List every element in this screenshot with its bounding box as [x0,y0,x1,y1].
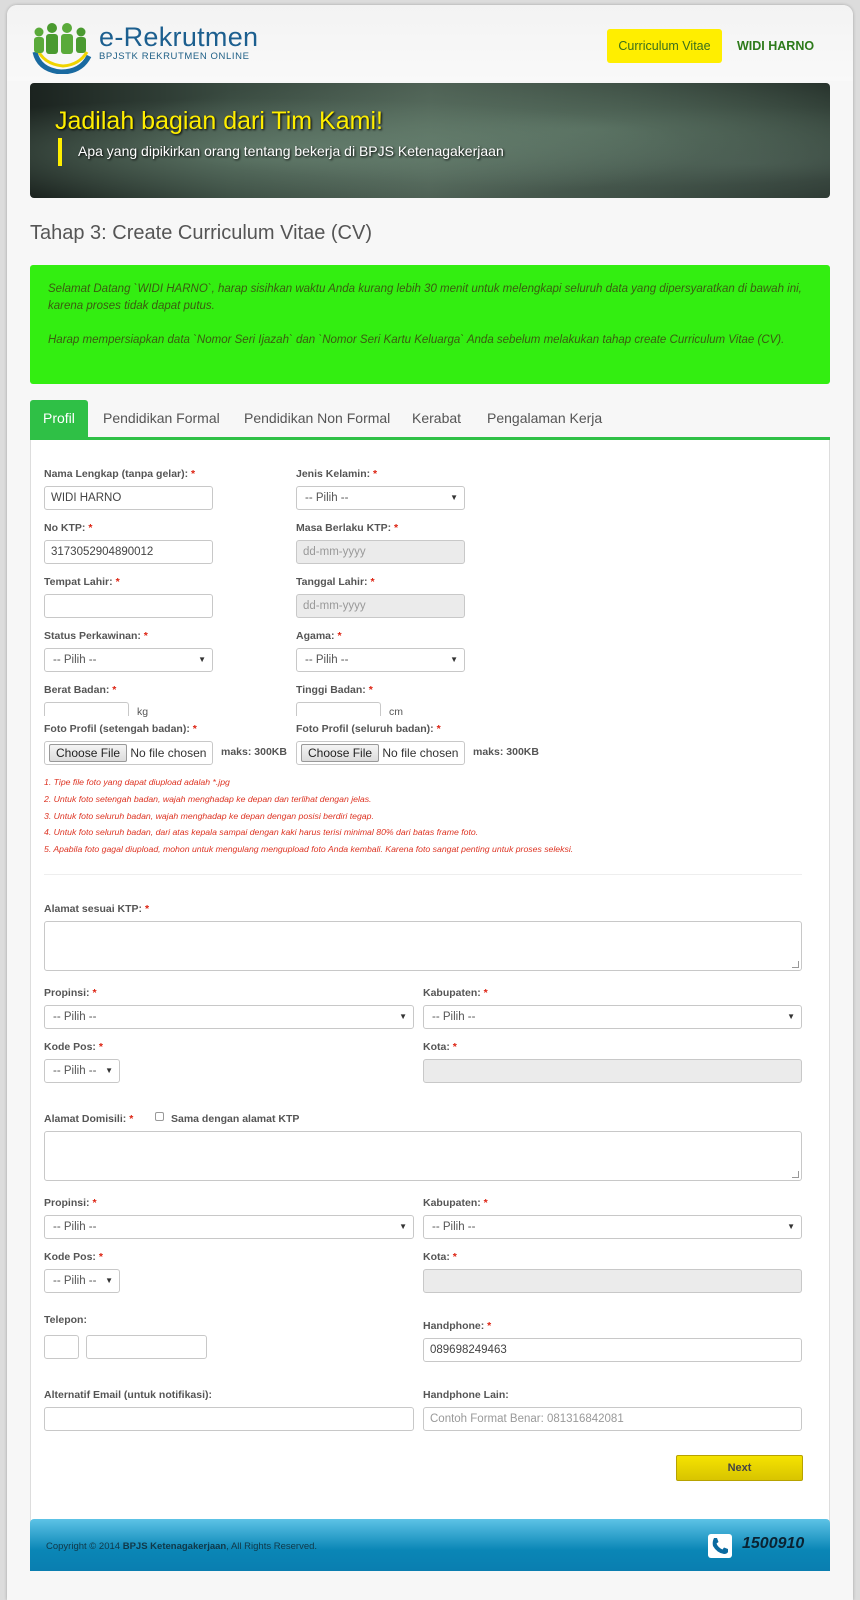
kg-unit: kg [137,706,149,718]
profil-form-panel [30,440,830,1523]
photo-note: 5. Apabila foto gagal diupload, mohon untuk mengulang mengupload foto Anda kembali. Karena foto sangat penting untuk proses seleksi. [44,844,574,855]
kode-pos-ktp-select[interactable]: -- Pilih -- ▼ [44,1059,120,1083]
handphone-lain-label: Handphone Lain: [423,1389,509,1401]
masa-berlaku-ktp-input[interactable]: dd-mm-yyyy [296,540,465,564]
telepon-label: Telepon: [44,1314,87,1326]
dropdown-arrow-icon: ▼ [105,1276,113,1285]
alert-line-2: Harap mempersiapkan data `Nomor Seri Ijazah` dan `Nomor Seri Kartu Keluarga` Anda sebelum melakukan tahap create Curriculum Vitae (CV). [48,334,785,346]
alt-email-label: Alternatif Email (untuk notifikasi): [44,1389,213,1401]
dropdown-arrow-icon: ▼ [399,1222,407,1231]
kode-pos-domisili-select[interactable]: -- Pilih -- ▼ [44,1269,120,1293]
people-logo-icon [29,18,95,74]
photo-note: 2. Untuk foto setengah badan, wajah menghadap ke depan dan terlihat dengan jelas. [44,793,372,804]
dropdown-arrow-icon: ▼ [787,1012,795,1021]
resize-grip-icon[interactable] [792,1171,799,1178]
alt-email-input[interactable] [44,1407,414,1431]
alamat-domisili-textarea[interactable] [44,1131,802,1181]
photo-note: 4. Untuk foto seluruh badan, dari atas kepala sampai dengan kaki harus terisi minimal 80% dari batas frame foto. [44,827,479,838]
tab-pendidikan-formal[interactable]: Pendidikan Formal [103,410,220,426]
dropdown-arrow-icon: ▼ [787,1222,795,1231]
handphone-lain-input[interactable]: Contoh Format Benar: 081316842081 [423,1407,802,1431]
alamat-ktp-label: Alamat sesuai KTP: * [44,903,150,915]
user-name-link[interactable]: WIDI HARNO [737,39,815,53]
dropdown-arrow-icon: ▼ [198,655,206,664]
telepon-nomor-input[interactable] [86,1335,207,1359]
logo-text [99,22,258,62]
alamat-ktp-textarea[interactable] [44,921,802,971]
tab-pendidikan-non-formal[interactable]: Pendidikan Non Formal [244,410,391,426]
kota-ktp-label: Kota: * [423,1041,457,1053]
kota-domisili-input[interactable] [423,1269,802,1293]
kode-pos-ktp-label: Kode Pos: * [44,1041,103,1053]
tab-profil[interactable]: Profil [30,400,88,437]
masa-berlaku-ktp-label: Masa Berlaku KTP: * [296,522,399,534]
choose-file-button[interactable]: Choose File [301,744,379,762]
welcome-alert [30,265,830,384]
kota-ktp-input[interactable] [423,1059,802,1083]
photo-note: 1. Tipe file foto yang dapat diupload adalah *.jpg [44,777,230,787]
footer [30,1519,830,1571]
jenis-kelamin-label: Jenis Kelamin: * [296,468,378,480]
foto-setengah-badan-label: Foto Profil (setengah badan): * [44,723,197,735]
cm-unit: cm [389,706,403,718]
no-file-text: No file chosen [130,746,207,760]
agama-label: Agama: * [296,630,342,642]
maks-size-label: maks: 300KB [221,746,287,758]
tab-pengalaman-kerja[interactable]: Pengalaman Kerja [487,410,603,426]
tempat-lahir-label: Tempat Lahir: * [44,576,120,588]
phone-icon [708,1534,732,1558]
logo-main-text: e-Rekrutmen [99,22,259,52]
curriculum-vitae-button[interactable]: Curriculum Vitae [607,29,722,63]
propinsi-domisili-select[interactable]: -- Pilih -- ▼ [44,1215,414,1239]
resize-grip-icon[interactable] [792,961,799,968]
hotline-number: 1500910 [742,1535,805,1552]
dropdown-arrow-icon: ▼ [450,493,458,502]
telepon-kode-area-input[interactable] [44,1335,79,1359]
tinggi-badan-label: Tinggi Badan: * [296,684,373,696]
foto-seluruh-badan-label: Foto Profil (seluruh badan): * [296,723,441,735]
header [7,5,853,81]
hero-banner [30,83,830,198]
no-ktp-input[interactable]: 3173052904890012 [44,540,213,564]
kabupaten-domisili-select[interactable]: -- Pilih -- ▼ [423,1215,802,1239]
tempat-lahir-input[interactable] [44,594,213,618]
tinggi-badan-input[interactable] [296,702,381,716]
alamat-domisili-label: Alamat Domisili: * [44,1113,134,1125]
logo[interactable] [29,18,279,74]
next-button[interactable]: Next [676,1455,803,1481]
photo-notes [44,774,573,858]
kabupaten-domisili-label: Kabupaten: * [423,1197,488,1209]
no-ktp-label: No KTP: * [44,522,93,534]
handphone-input[interactable]: 089698249463 [423,1338,802,1362]
banner-accent-bar [58,138,62,166]
nama-label: Nama Lengkap (tanpa gelar): * [44,468,196,480]
maks-size-label: maks: 300KB [473,746,539,758]
kota-domisili-label: Kota: * [423,1251,457,1263]
page-container [7,5,853,1600]
dropdown-arrow-icon: ▼ [399,1012,407,1021]
kabupaten-ktp-select[interactable]: -- Pilih -- ▼ [423,1005,802,1029]
no-file-text: No file chosen [382,746,459,760]
kabupaten-ktp-label: Kabupaten: * [423,987,488,999]
page-title: Tahap 3: Create Curriculum Vitae (CV) [30,222,372,244]
photo-note: 3. Untuk foto seluruh badan, wajah menghadap ke depan dengan posisi berdiri tegap. [44,810,374,821]
tanggal-lahir-label: Tanggal Lahir: * [296,576,375,588]
nama-input[interactable]: WIDI HARNO [44,486,213,510]
propinsi-ktp-label: Propinsi: * [44,987,97,999]
status-perkawinan-select[interactable]: -- Pilih -- ▼ [44,648,213,672]
tab-kerabat[interactable]: Kerabat [412,410,462,426]
dropdown-arrow-icon: ▼ [105,1066,113,1075]
berat-badan-label: Berat Badan: * [44,684,117,696]
agama-select[interactable]: -- Pilih -- ▼ [296,648,465,672]
foto-setengah-badan-file-input[interactable] [44,741,213,765]
sama-alamat-label[interactable]: Sama dengan alamat KTP [171,1113,300,1125]
choose-file-button[interactable]: Choose File [49,744,127,762]
dropdown-arrow-icon: ▼ [450,655,458,664]
propinsi-domisili-label: Propinsi: * [44,1197,97,1209]
tab-bar [30,400,830,440]
logo-sub-text: BPJSTK REKRUTMEN ONLINE [99,51,250,62]
tanggal-lahir-input[interactable]: dd-mm-yyyy [296,594,465,618]
kode-pos-domisili-label: Kode Pos: * [44,1251,103,1263]
banner-title: Jadilah bagian dari Tim Kami! [55,107,383,135]
handphone-label: Handphone: * [423,1320,492,1332]
divider [44,874,802,875]
foto-seluruh-badan-file-input[interactable] [296,741,465,765]
berat-badan-input[interactable] [44,702,129,716]
jenis-kelamin-select[interactable]: -- Pilih -- ▼ [296,486,465,510]
status-perkawinan-label: Status Perkawinan: * [44,630,148,642]
banner-subtitle: Apa yang dipikirkan orang tentang bekerja di BPJS Ketenagakerjaan [78,143,504,159]
copyright-text: Copyright © 2014 BPJS Ketenagakerjaan, All Rights Reserved. [46,1541,318,1552]
alert-line-1: Selamat Datang `WIDI HARNO`, harap sisihkan waktu Anda kurang lebih 30 menit untuk melengkapi seluruh data yang dipersyaratkan di bawah ini, karena proses tidak dapat putus. [48,283,802,312]
sama-alamat-checkbox[interactable] [155,1112,164,1121]
propinsi-ktp-select[interactable]: -- Pilih -- ▼ [44,1005,414,1029]
